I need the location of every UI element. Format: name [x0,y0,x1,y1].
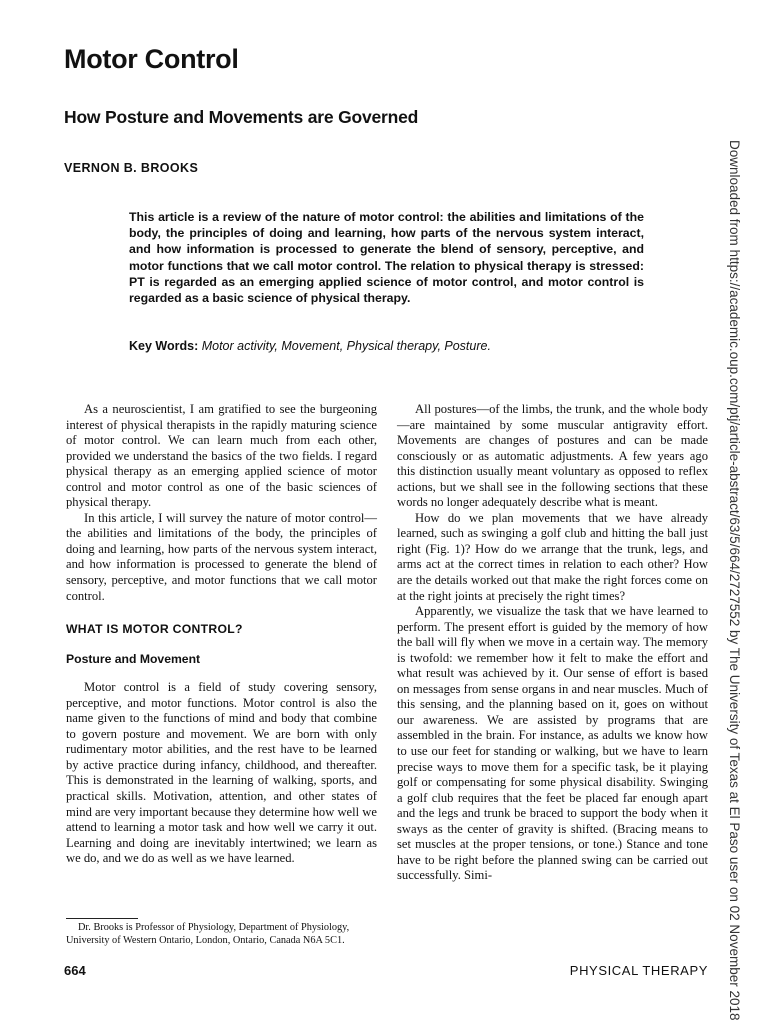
body-paragraph: Motor control is a field of study covering sensory, perceptive, and motor functions. Motor control is also the name given to the functions of mind and body that combine to govern posture and movement. We are born with only rudimentary motor abilities, and the rest have to be learned by active practice during infancy, childhood, and thereafter. This is demonstrated in the learning of walking, sports, and practical skills. Motivation, attention, and other states of mind are very important because they determine how well we attend to learning a motor task and how well we carry it out. Learning and doing are inevitably intertwined; we learn as we do, and we do as well as we have learned. [66,680,377,866]
body-paragraph: How do we plan movements that we have already learned, such as swinging a golf club and hitting the ball just right (Fig. 1)? How do we arrange that the trunk, legs, and arms act at the correct times in relation to each other? How are the details worked out that make the right forces come on at the right joints at precisely the right times? [397,510,708,603]
keywords [129,339,669,353]
download-watermark: Downloaded from https://academic.oup.com/ptj/article-abstract/63/5/664/2727552 by The University of Texas at El Paso user on 02 November 2018 [727,140,742,1021]
author-name: VERNON B. BROOKS [64,161,199,175]
page-number: 664 [64,963,86,978]
author-footnote: Dr. Brooks is Professor of Physiology, Department of Physiology, University of Western Ontario, London, Ontario, Canada N6A 5C1. [66,922,350,946]
body-paragraph: Apparently, we visualize the task that we have learned to perform. The present effort is guided by the memory of how the ball will fly when we move in a certain way. The memory is twofold: we remember how it felt to make the effort and what result was achieved by it. Our sense of effort is based on messages from sense organs in and near muscles. Much of this sensing, and the planning based on it, goes on without our awareness. We are assisted by programs that are assembled in the brain. For instance, as adults we know how to use our feet for standing or walking, but we have to learn precise ways to move them for a specific task, be it playing golf or compensating for some physical disability. Swinging a golf club requires that the feet be placed far enough apart and the legs and trunk be braced to support the body when it sways as the center of gravity is shifted. (Bracing means to set muscles at the proper tensions, or tone.) Stance and tone have to be right before the planned swing can be carried out successfully. Simi- [397,604,708,883]
keywords-label: Key Words: [129,339,199,353]
body-paragraph: All postures—of the limbs, the trunk, and the whole body—are maintained by some muscular antigravity effort. Movements are changes of postures and can be made consciously or as automatic adjustments. A few years ago this distinction usually meant voluntary as opposed to reflex actions, but we shall see in the following sections that these words no longer adequately describe what is meant. [397,402,708,510]
article-title: Motor Control [64,44,239,74]
intro-paragraph-1: As a neuroscientist, I am gratified to see the burgeoning interest of physical therapists in the rapidly maturing science of motor control. We can learn much from each other, provided we understand the basics of the two fields. I regard physical therapy as an emerging applied science of motor control and motor control as one of the basic sciences of physical therapy. [66,402,377,510]
left-column [66,402,377,867]
abstract: This article is a review of the nature of motor control: the abilities and limitations of the body, the principles of doing and learning, how parts of the nervous system interact, and how information is processed to generate the blend of sensory, perceptive, and motor functions that we call motor control. The relation to physical therapy is stressed: PT is regarded as an emerging applied science of motor control, and motor control is regarded as a basic science of physical therapy. [129,210,644,306]
article-subtitle: How Posture and Movements are Governed [64,107,419,127]
footnote-divider [66,918,138,919]
right-column [397,402,708,884]
keywords-text: Motor activity, Movement, Physical therapy, Posture. [201,339,491,353]
section-heading: WHAT IS MOTOR CONTROL? [66,622,243,637]
intro-paragraph-2: In this article, I will survey the nature of motor control—the abilities and limitations of the body, the principles of doing and learning, how parts of the nervous system interact, and how information is processed to generate the blend of sensory, perceptive, and motor functions that we call motor control. [66,510,377,603]
subsection-heading: Posture and Movement [66,651,201,666]
journal-name: PHYSICAL THERAPY [569,963,708,978]
